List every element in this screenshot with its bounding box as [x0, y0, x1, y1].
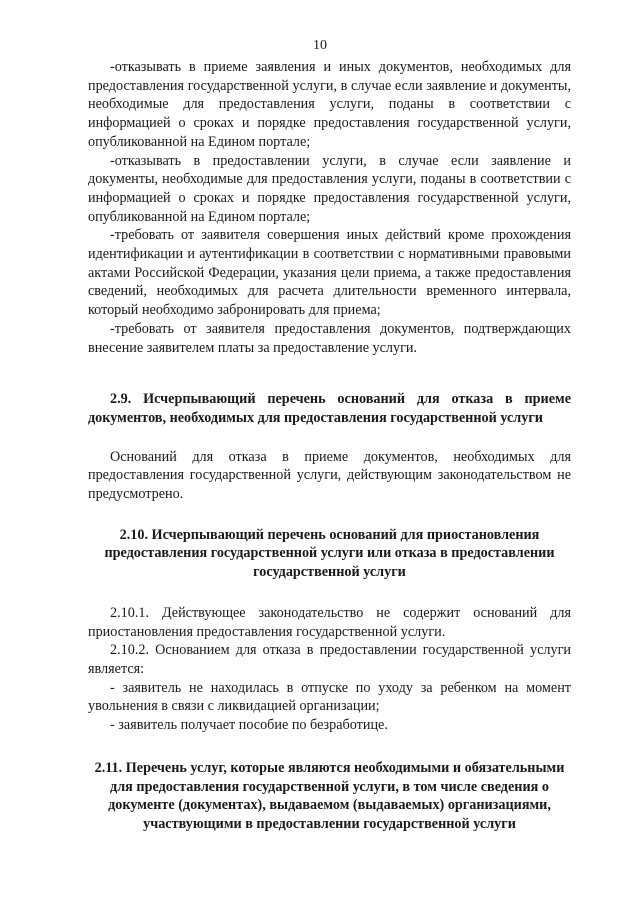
paragraph-refuse-acceptance: -отказывать в приеме заявления и иных документов, необходимых для предоставления государственной услуги, в случае если заявление и документы, необходимые для предоставления услуги, поданы в соответствии с информацией о сроках и порядке предоставления государственной услуги, опубликованной на Едином портале;: [88, 59, 571, 150]
section-2-10-item-1: - заявитель не находилась в отпуске по уходу за ребенком на момент увольнения в связи с ликвидацией организации;: [88, 679, 571, 715]
section-2-11-heading: 2.11. Перечень услуг, которые являются необходимыми и обязательными для предоставления государственной услуги, в том числе сведения о документе (документах), выдаваемом (выдаваемых) организациями, участвующими в предоставлении государственной услуги: [94, 759, 565, 832]
page-number: 10: [313, 38, 327, 53]
section-2-9-heading: 2.9. Исчерпывающий перечень оснований для отказа в приеме документов, необходимых для предоставления государственной услуги: [88, 391, 571, 426]
paragraph-require-documents: -требовать от заявителя предоставления документов, подтверждающих внесение заявителем платы за предоставление услуги.: [88, 320, 571, 356]
section-2-10-1: 2.10.1. Действующее законодательство не содержит оснований для приостановления предоставления государственной услуги.: [88, 604, 571, 640]
paragraph-refuse-service: -отказывать в предоставлении услуги, в случае если заявление и документы, необходимые для предоставления услуги, поданы в соответствии с информацией о сроках и порядке предоставления государственной услуги, опубликованной на Едином портале;: [88, 152, 571, 225]
section-2-9-text: Оснований для отказа в приеме документов, необходимых для предоставления государственной услуги, действующим законодательством не предусмотрено.: [88, 448, 571, 503]
section-2-10-heading: 2.10. Исчерпывающий перечень оснований для приостановления предоставления государственной услуги или отказа в предоставлении государственной услуги: [104, 526, 555, 581]
section-2-10-item-2: - заявитель получает пособие по безработице.: [110, 717, 388, 734]
page-content: [88, 58, 571, 834]
paragraph-require-actions: -требовать от заявителя совершения иных действий кроме прохождения идентификации и аутентификации в соответствии с нормативными правовыми актами Российской Федерации, указания цели приема, а также предоставления сведений, необходимых для расчета длительности временного интервала, который необходимо забронировать для приема;: [88, 227, 571, 319]
section-2-10-2: 2.10.2. Основанием для отказа в предоставлении государственной услуги является:: [88, 642, 571, 677]
